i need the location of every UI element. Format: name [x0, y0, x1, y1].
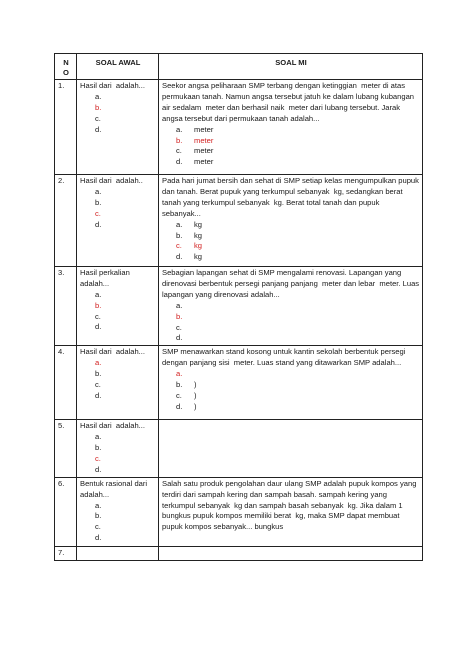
option-letter: c.	[176, 390, 182, 400]
soal-awal-cell	[77, 346, 159, 420]
soal-awal-option: b.	[95, 511, 102, 521]
option-value: meter	[194, 157, 214, 167]
soal-mi-cell	[159, 477, 423, 546]
option-value: )	[194, 379, 197, 389]
option-letter: b.	[176, 230, 183, 240]
soal-awal-question: Hasil dari adalah...	[80, 347, 146, 357]
soal-awal-option: a.	[95, 500, 102, 510]
soal-mi-option	[176, 369, 420, 380]
soal-mi-cell	[159, 546, 423, 560]
option-letter: c.	[176, 322, 182, 332]
soal-mi-options	[162, 301, 420, 345]
soal-awal-options	[80, 501, 156, 545]
soal-awal-question: Hasil dari adalah...	[80, 421, 146, 431]
soal-mi-options	[162, 125, 420, 169]
row-number: 6.	[55, 477, 77, 546]
soal-awal-option: b.	[95, 102, 102, 112]
soal-mi-question: Salah satu produk pengolahan daur ulang SMP adalah pupuk kompos yang terdiri dari sampah kering dan sampah basah. sampah kering yang terkumpul sebanyak kg dan sampah basah sebanyak kg. Jika dalam 1 bungkus pupuk kompos memiliki berat kg, maka SMP dapat membuat pupuk kompos sebanyak... bungkus	[162, 478, 419, 532]
option-value: meter	[194, 135, 214, 145]
table-row	[55, 546, 423, 560]
row-number: 7.	[55, 546, 77, 560]
soal-awal-cell	[77, 477, 159, 546]
soal-mi-cell	[159, 80, 423, 175]
soal-mi-question: SMP menawarkan stand kosong untuk kantin sekolah berbentuk persegi dengan panjang sisi meter. Luas stand yang ditawarkan SMP adalah...	[162, 347, 408, 368]
option-letter: d.	[176, 333, 183, 343]
header-soal-mi: SOAL MI	[159, 54, 423, 80]
soal-awal-options	[80, 358, 156, 402]
table-row	[55, 267, 423, 346]
soal-mi-option	[176, 136, 420, 147]
soal-awal-option: c.	[95, 113, 101, 123]
option-letter: b.	[176, 311, 183, 321]
header-no: N O	[55, 54, 77, 80]
soal-awal-option: a.	[95, 186, 102, 196]
question-table	[54, 53, 423, 561]
option-value: )	[194, 401, 197, 411]
soal-awal-cell	[77, 80, 159, 175]
option-value: kg	[194, 219, 203, 229]
soal-mi-option	[176, 333, 420, 344]
soal-awal-option: b.	[95, 369, 102, 379]
soal-awal-question: Hasil perkalian adalah...	[80, 268, 132, 288]
soal-awal-question: Hasil dari adalah...	[80, 81, 146, 90]
table-row	[55, 477, 423, 546]
soal-mi-option	[176, 241, 420, 252]
soal-awal-cell	[77, 546, 159, 560]
option-letter: b.	[176, 379, 183, 389]
option-value: )	[194, 390, 197, 400]
soal-mi-option	[176, 125, 420, 136]
option-letter: a.	[176, 300, 183, 310]
soal-awal-option: b.	[95, 443, 102, 453]
option-value: meter	[194, 124, 214, 134]
row-number: 4.	[55, 346, 77, 420]
soal-awal-option: d.	[95, 219, 102, 229]
soal-mi-option	[176, 380, 420, 391]
soal-awal-option: b.	[95, 197, 102, 207]
soal-mi-cell	[159, 346, 423, 420]
soal-awal-options	[80, 92, 156, 136]
soal-awal-option: b.	[95, 300, 102, 310]
soal-awal-option: d.	[95, 390, 102, 400]
option-value: kg	[194, 230, 203, 240]
table-row	[55, 420, 423, 477]
soal-mi-option	[176, 323, 420, 334]
option-value: kg	[194, 252, 203, 262]
soal-mi-options	[162, 369, 420, 413]
soal-awal-options	[80, 432, 156, 476]
soal-awal-option: c.	[95, 311, 101, 321]
option-letter: b.	[176, 135, 183, 145]
soal-awal-option: d.	[95, 464, 102, 474]
option-value: meter	[194, 146, 214, 156]
soal-mi-option	[176, 312, 420, 323]
soal-awal-cell	[77, 267, 159, 346]
soal-awal-option: d.	[95, 124, 102, 134]
option-letter: d.	[176, 157, 183, 167]
row-number: 1.	[55, 80, 77, 175]
soal-mi-option	[176, 231, 420, 242]
option-letter: d.	[176, 401, 183, 411]
soal-mi-cell	[159, 420, 423, 477]
soal-awal-option: a.	[95, 91, 102, 101]
option-letter: a.	[176, 369, 183, 379]
soal-mi-option	[176, 252, 420, 263]
soal-mi-question: Sebagian lapangan sehat di SMP mengalami renovasi. Lapangan yang direnovasi berbentuk persegi panjang panjang meter dan lebar meter. Luas lapangan yang direnovasi adalah...	[162, 268, 422, 299]
option-letter: a.	[176, 124, 183, 134]
soal-awal-cell	[77, 175, 159, 267]
soal-mi-question: Seekor angsa peliharaan SMP terbang dengan ketinggian meter di atas permukaan tanah. Namun angsa tersebut jatuh ke dalam lubang kubangan air sedalam meter dan berhasil naik meter dari lubang tersebut. Jarak angsa tersebut dari permukaan tanah adalah...	[162, 81, 417, 123]
table-row	[55, 175, 423, 267]
soal-mi-option	[176, 391, 420, 402]
soal-awal-question: Hasil dari adalah..	[80, 176, 143, 185]
soal-awal-options	[80, 290, 156, 334]
row-number: 3.	[55, 267, 77, 346]
soal-awal-options	[80, 187, 156, 231]
soal-mi-option	[176, 146, 420, 157]
soal-awal-option: d.	[95, 533, 102, 543]
soal-awal-option: a.	[95, 289, 102, 299]
header-soal-awal: SOAL AWAL	[77, 54, 159, 80]
soal-awal-option: c.	[95, 453, 101, 463]
soal-awal-option: c.	[95, 379, 101, 389]
soal-mi-options	[162, 220, 420, 264]
option-letter: d.	[176, 252, 183, 262]
soal-mi-question: Pada hari jumat bersih dan sehat di SMP setiap kelas mengumpulkan pupuk dan tanah. Berat pupuk yang terkumpul sebanyak kg, sedangkan berat tanah yang terkumpul sebanyak kg. Berat total tanah dan pupuk sebanyak...	[162, 176, 422, 218]
soal-awal-option: c.	[95, 208, 101, 218]
soal-mi-option	[176, 402, 420, 413]
row-number: 5.	[55, 420, 77, 477]
option-value: kg	[194, 241, 203, 251]
table-row	[55, 80, 423, 175]
option-letter: c.	[176, 241, 182, 251]
soal-awal-question: Bentuk rasional dari adalah...	[80, 478, 150, 499]
soal-mi-option	[176, 157, 420, 168]
soal-awal-option: d.	[95, 322, 102, 332]
soal-awal-option: a.	[95, 358, 102, 368]
option-letter: c.	[176, 146, 182, 156]
soal-mi-cell	[159, 175, 423, 267]
soal-awal-option: c.	[95, 522, 101, 532]
row-number: 2.	[55, 175, 77, 267]
table-header-row	[55, 54, 423, 80]
soal-mi-cell	[159, 267, 423, 346]
option-letter: a.	[176, 219, 183, 229]
soal-awal-option: a.	[95, 432, 102, 442]
table-row	[55, 346, 423, 420]
soal-mi-option	[176, 220, 420, 231]
soal-awal-cell	[77, 420, 159, 477]
soal-mi-option	[176, 301, 420, 312]
